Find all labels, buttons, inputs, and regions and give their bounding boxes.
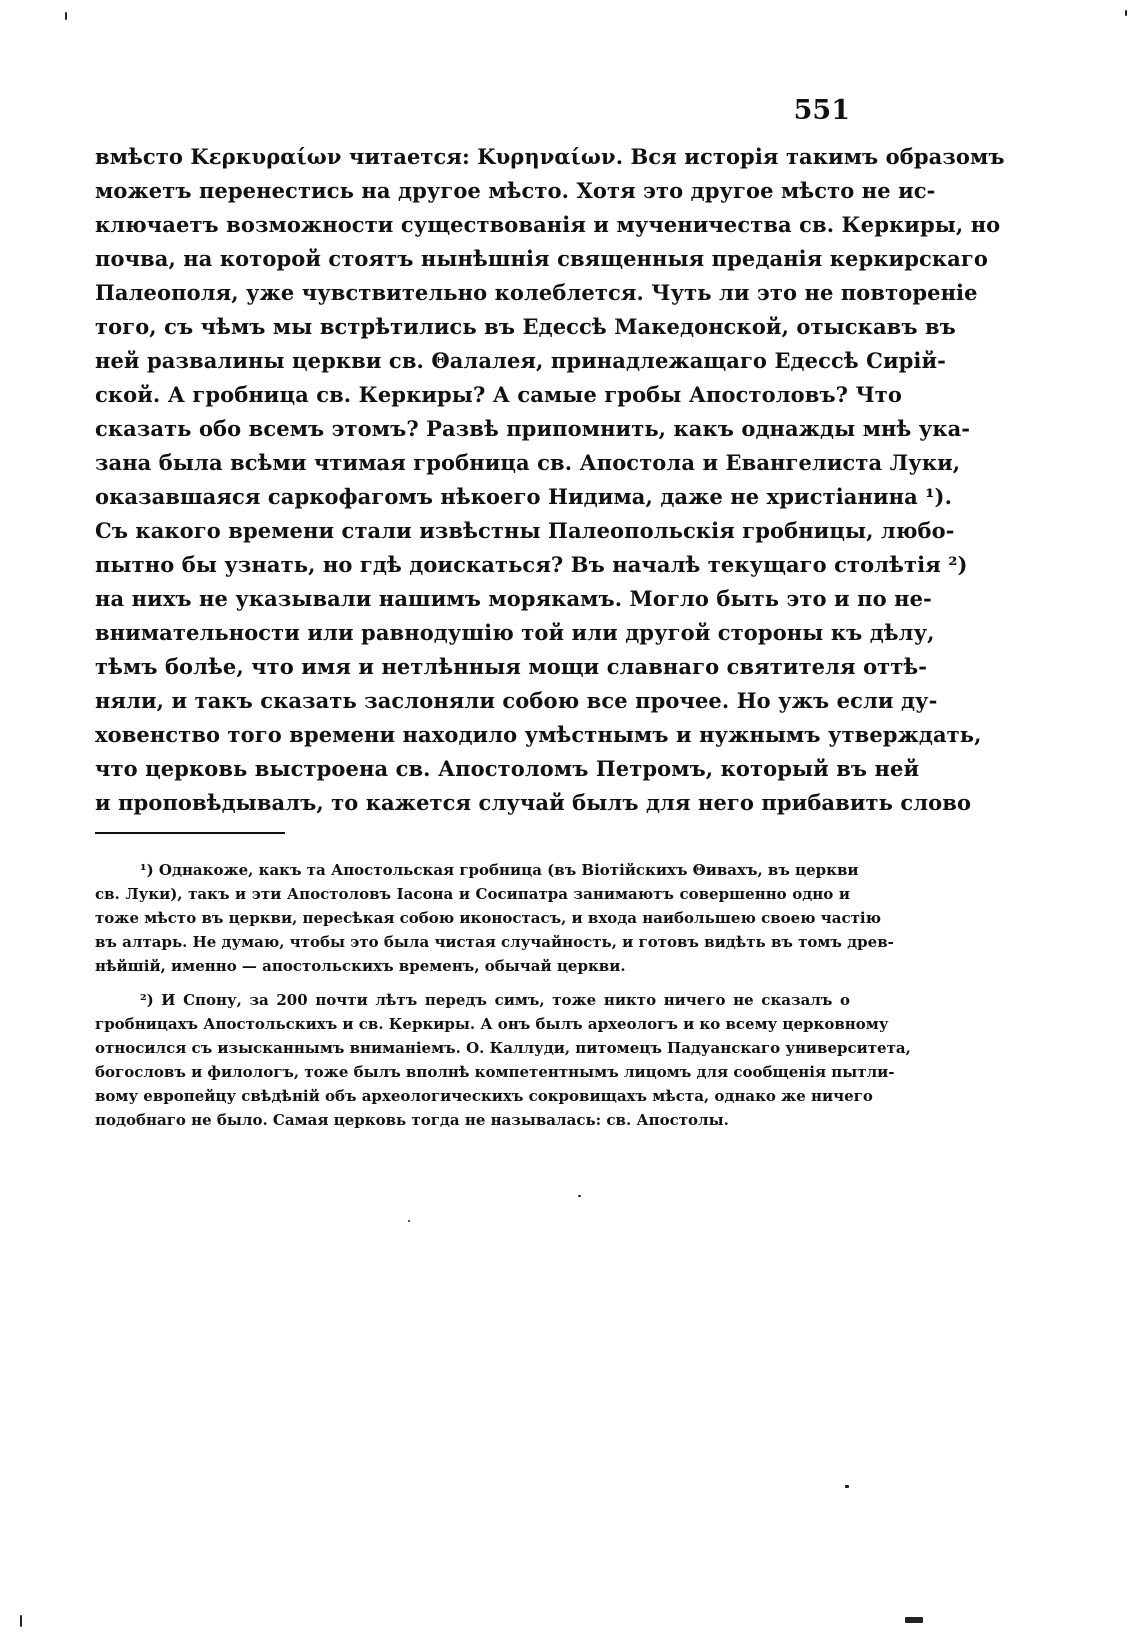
body-line: сказать обо всемъ этомъ? Развѣ припомнить, какъ однажды мнѣ ука-	[95, 416, 971, 441]
scan-speck	[65, 12, 67, 20]
scan-speck	[905, 1617, 923, 1623]
footnote-line: св. Луки), такъ и эти Апостоловъ Іасона и Сосипатра занимаютъ совершенно одно и	[95, 885, 850, 903]
footnote-line: нѣйшій, именно — апостольскихъ временъ, обычай церкви.	[95, 957, 626, 975]
scan-speck	[845, 1485, 849, 1488]
main-text	[95, 140, 1005, 820]
body-line: оказавшаяся саркофагомъ нѣкоего Нидима, даже не христіанина ¹).	[95, 484, 952, 509]
footnote-line: относился съ изысканнымъ вниманіемъ. О. Каллуди, питомецъ Падуанскаго университета,	[95, 1039, 911, 1057]
footnote-line: ¹) Однакоже, какъ та Апостольская гробница (въ Віотійскихъ Θивахъ, въ церкви	[140, 861, 859, 879]
body-line: вмѣсто Κερκυραίων читается: Κυρηναίων. Вся исторія такимъ образомъ	[95, 144, 1005, 169]
body-line: можетъ перенестись на другое мѣсто. Хотя это другое мѣсто не ис-	[95, 178, 936, 203]
body-line: и проповѣдывалъ, то кажется случай былъ для него прибавить слово	[95, 790, 972, 815]
footnote-line: ²) И Спону, за 200 почти лѣтъ передъ симъ, тоже никто ничего не сказалъ о	[140, 991, 850, 1009]
body-line: ключаетъ возможности существованія и мученичества св. Керкиры, но	[95, 212, 1001, 237]
footnotes	[95, 858, 911, 1132]
scan-speck	[1125, 10, 1127, 16]
scan-speck	[20, 1615, 22, 1627]
scan-speck	[578, 1195, 581, 1197]
scan-speck	[408, 1220, 410, 1222]
body-line: пытно бы узнать, но гдѣ доискаться? Въ началѣ текущаго столѣтія ²)	[95, 552, 968, 577]
body-line: что церковь выстроена св. Апостоломъ Петромъ, который въ ней	[95, 756, 920, 781]
body-line: Палеополя, уже чувствительно колеблется. Чуть ли это не повтореніе	[95, 280, 978, 305]
footnote-line: подобнаго не было. Самая церковь тогда не называлась: св. Апостолы.	[95, 1111, 729, 1129]
footnote-line: тоже мѣсто въ церкви, пересѣкая собою иконостасъ, и входа наибольшею своею частію	[95, 909, 881, 927]
body-line: ской. А гробница св. Керкиры? А самые гробы Апостоловъ? Что	[95, 382, 902, 407]
footnote-line: гробницахъ Апостольскихъ и св. Керкиры. А онъ былъ археологъ и ко всему церковному	[95, 1015, 889, 1033]
body-line: почва, на которой стоятъ нынѣшнія священныя преданія керкирскаго	[95, 246, 988, 271]
body-line: внимательности или равнодушію той или другой стороны къ дѣлу,	[95, 620, 935, 645]
body-line: зана была всѣми чтимая гробница св. Апостола и Евангелиста Луки,	[95, 450, 961, 475]
body-line: на нихъ не указывали нашимъ морякамъ. Могло быть это и по не-	[95, 586, 932, 611]
page-number: 551	[793, 95, 850, 126]
body-line: ховенство того времени находило умѣстнымъ и нужнымъ утверждать,	[95, 722, 982, 747]
footnote-line: богословъ и филологъ, тоже былъ вполнѣ компетентнымъ лицомъ для сообщенія пытли-	[95, 1063, 895, 1081]
body-line: ней развалины церкви св. Θалалея, принадлежащаго Едессѣ Сирій-	[95, 348, 946, 373]
footnote-line: въ алтарь. Не думаю, чтобы это была чистая случайность, и готовъ видѣть въ томъ древ-	[95, 933, 894, 951]
footnote-gap	[95, 978, 850, 988]
footnote-2	[95, 988, 911, 1132]
body-line: тѣмъ болѣе, что имя и нетлѣнныя мощи славнаго святителя оттѣ-	[95, 654, 928, 679]
footnote-separator	[95, 832, 285, 834]
body-line: Съ какого времени стали извѣстны Палеопольскія гробницы, любо-	[95, 518, 955, 543]
body-line: няли, и такъ сказать заслоняли собою все прочее. Но ужъ если ду-	[95, 688, 938, 713]
body-line: того, съ чѣмъ мы встрѣтились въ Едессѣ Македонской, отыскавъ въ	[95, 314, 956, 339]
footnote-1	[95, 858, 894, 978]
footnote-line: вому европейцу свѣдѣній объ археологическихъ сокровищахъ мѣста, однако же ничего	[95, 1087, 873, 1105]
